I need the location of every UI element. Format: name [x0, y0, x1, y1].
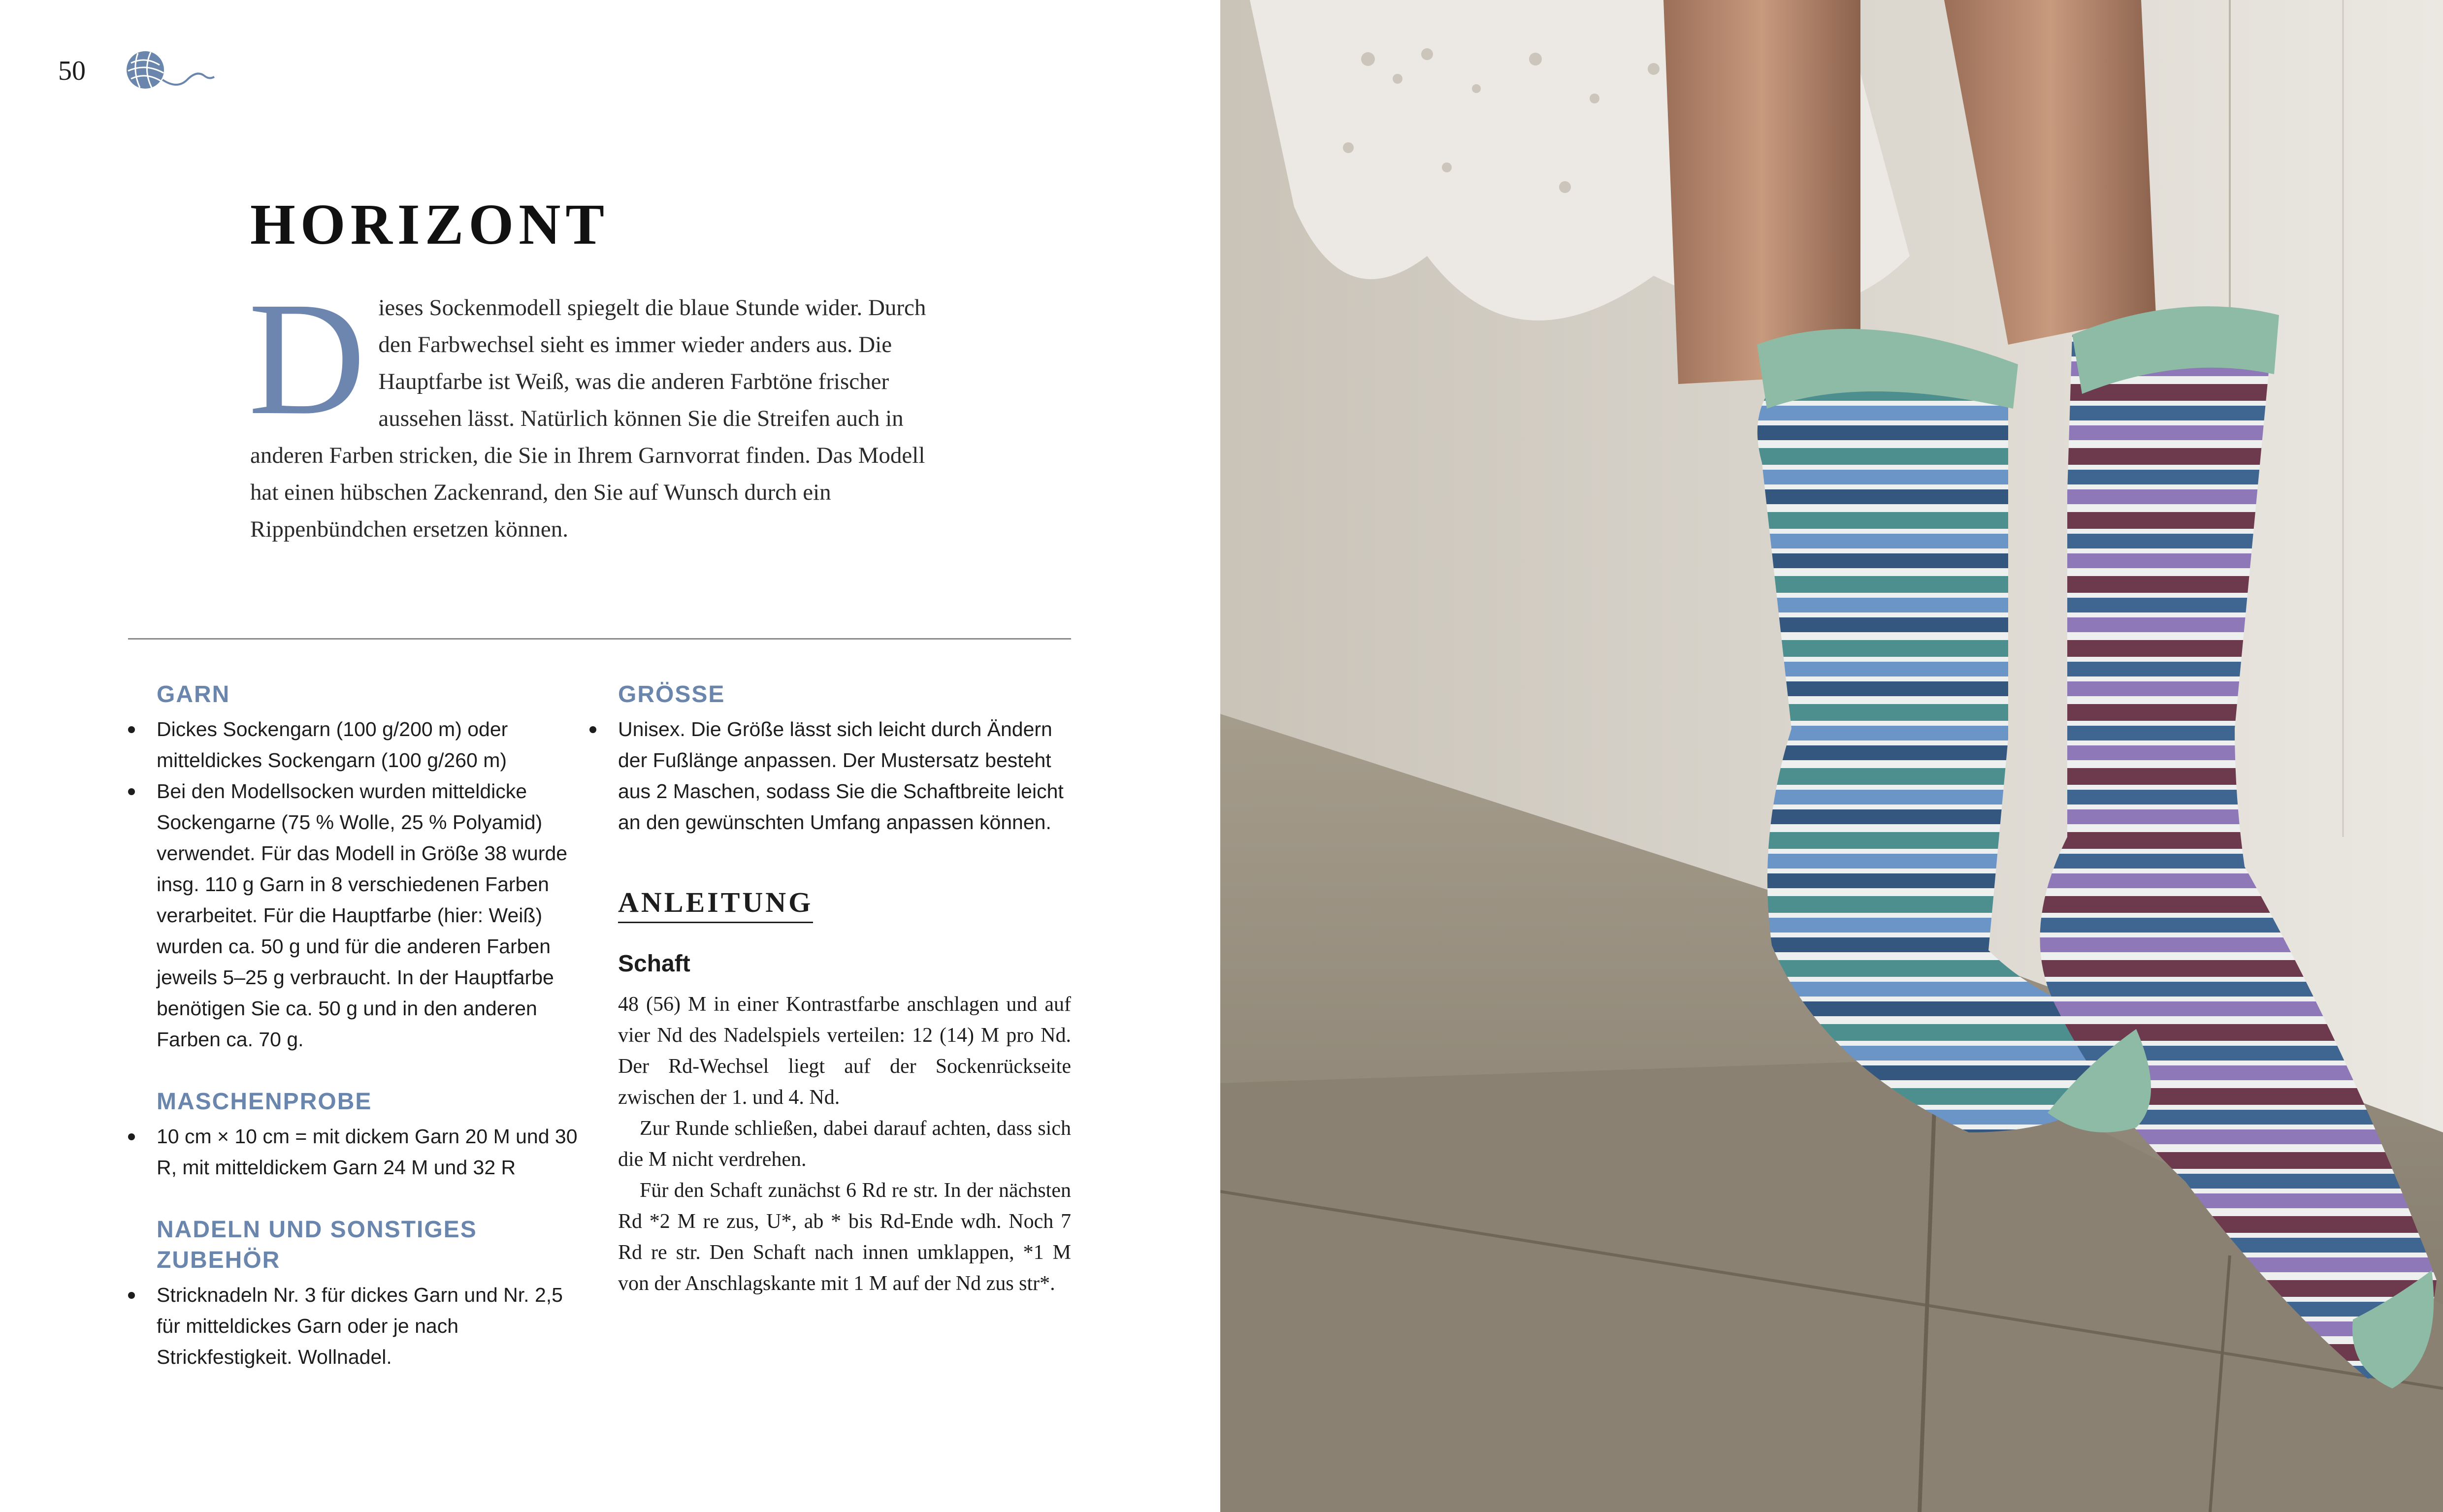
list-item: Unisex. Die Größe lässt sich leicht durch Ändern der Fußlänge anpassen. Der Mustersatz besteht aus 2 Maschen, sodass Sie die Schaftbreite leicht an den gewünschten Umfang anpassen können.	[618, 714, 1071, 838]
sock-photo	[1220, 0, 2443, 1512]
yarn-ball-icon	[123, 45, 217, 95]
nadeln-list	[157, 1280, 590, 1373]
photo-page	[1220, 0, 2443, 1512]
instructions-column	[618, 679, 1071, 1299]
intro-text: ieses Sockenmodell spiegelt die blaue Stunde wider. Durch den Farbwechsel sieht es immer wieder anders aus. Die Hauptfarbe ist Weiß, was die anderen Farbtöne frischer aussehen lässt. Natürlich können Sie die Streifen auch in anderen Farben stricken, die Sie in Ihrem Garnvorrat finden. Das Modell hat einen hübschen Zackenrand, den Sie auf Wunsch durch ein Rippenbündchen ersetzen können.	[250, 295, 926, 542]
list-item: 10 cm × 10 cm = mit dickem Garn 20 M und 30 R, mit mitteldickem Garn 24 M und 32 R	[157, 1121, 590, 1183]
groesse-list	[618, 714, 1071, 838]
page-number: 50	[58, 56, 86, 86]
maschenprobe-heading: MASCHENPROBE	[157, 1089, 372, 1115]
garn-heading: GARN	[157, 681, 230, 708]
page-title: HORIZONT	[250, 192, 610, 257]
anleitung-heading: ANLEITUNG	[618, 885, 813, 923]
drop-cap: D	[248, 269, 366, 449]
garn-list	[157, 714, 590, 1055]
intro-paragraph	[248, 269, 949, 548]
list-item: Stricknadeln Nr. 3 für dickes Garn und Nr. 2,5 für mitteldickes Garn oder je nach Strickfestigkeit. Wollnadel.	[157, 1280, 590, 1373]
groesse-heading: GRÖSSE	[618, 681, 725, 708]
instruction-paragraph: Für den Schaft zunächst 6 Rd re str. In der nächsten Rd *2 M re zus, U*, ab * bis Rd-Ende wdh. Noch 7 Rd re str. Den Schaft nach innen umklappen, *1 M von der Anschlagskante mit 1 M auf der Nd zus str*.	[618, 1179, 1071, 1295]
materials-column	[157, 679, 590, 1373]
instruction-paragraph: Zur Runde schließen, dabei darauf achten, dass sich die M nicht verdrehen.	[618, 1117, 1071, 1171]
left-page	[0, 0, 1220, 1512]
list-item: Bei den Modellsocken wurden mitteldicke Sockengarne (75 % Wolle, 25 % Polyamid) verwendet. Für das Modell in Größe 38 wurde insg. 110 g Garn in 8 verschiedenen Farben verarbeitet. Für die Hauptfarbe (hier: Weiß) wurden ca. 50 g und für die anderen Farben jeweils 5–25 g verbraucht. In der Hauptfarbe benötigen Sie ca. 50 g und in den anderen Farben ca. 70 g.	[157, 776, 590, 1055]
schaft-subheading: Schaft	[618, 951, 690, 977]
list-item: Dickes Sockengarn (100 g/200 m) oder mitteldickes Sockengarn (100 g/260 m)	[157, 714, 590, 776]
instruction-paragraph: 48 (56) M in einer Kontrastfarbe anschlagen und auf vier Nd des Nadelspiels verteilen: 12 (14) M pro Nd. Der Rd-Wechsel liegt auf der Sockenrückseite zwischen der 1. und 4. Nd.	[618, 993, 1071, 1109]
section-divider	[128, 638, 1071, 640]
nadeln-heading: NADELN UND SONSTIGES ZUBEHÖR	[157, 1217, 477, 1273]
maschenprobe-list	[157, 1121, 590, 1183]
